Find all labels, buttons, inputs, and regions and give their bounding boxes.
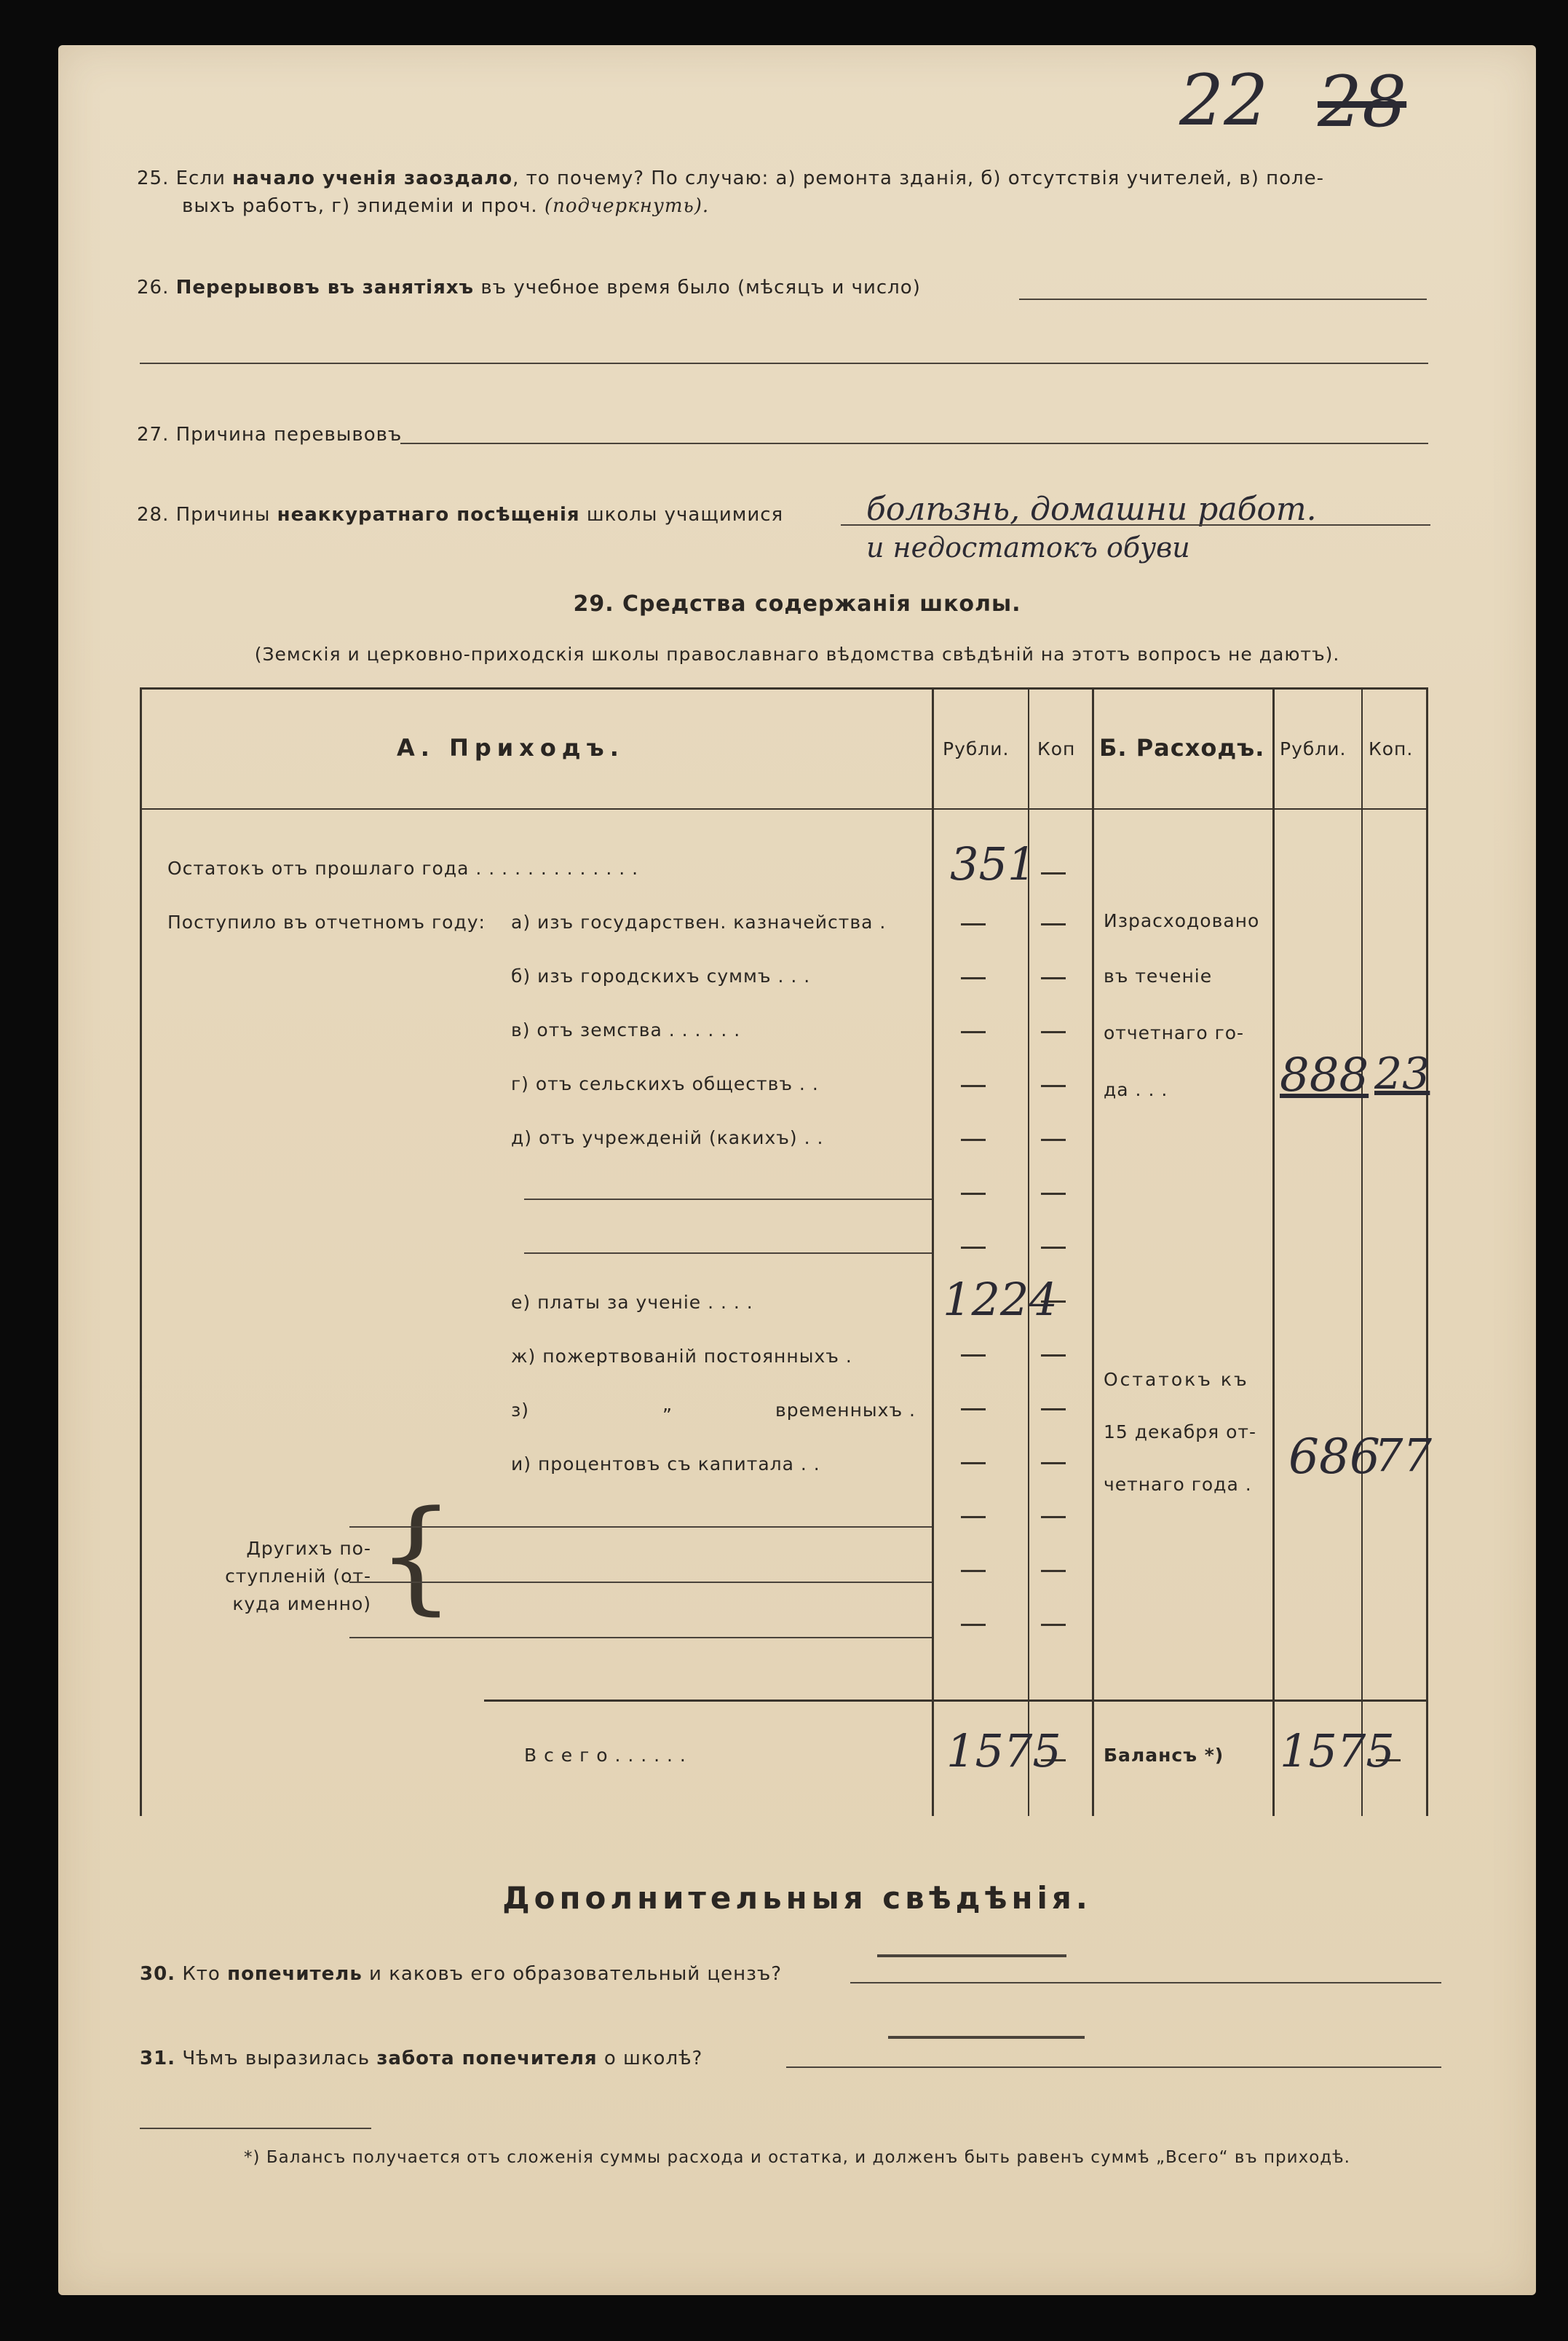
header-kop: Коп xyxy=(1037,738,1076,759)
other-line-1 xyxy=(349,1526,932,1528)
expense-rest-kop: 77 xyxy=(1374,1429,1432,1482)
row-z-prefix: з) xyxy=(511,1400,530,1421)
col-expense-border xyxy=(1092,687,1094,1816)
extra-title: Дополнительныя свѣдѣнія. xyxy=(502,1880,1092,1916)
expense-rest-3: четнаго года . xyxy=(1104,1474,1252,1495)
income-e-rub: 1224 xyxy=(943,1273,1058,1326)
expense-rest-2: 15 декабря от- xyxy=(1104,1421,1256,1442)
row-b: б) изъ городскихъ суммъ . . . xyxy=(511,966,811,987)
col-rub-border xyxy=(932,687,934,1816)
expense-rest-1: Остатокъ къ xyxy=(1104,1369,1249,1390)
question-31: 31. Чѣмъ выразилась забота попечителя о школѣ? xyxy=(140,2048,703,2069)
row-a: а) изъ государствен. казначейства . xyxy=(511,912,887,933)
row-d: д) отъ учрежденій (какихъ) . . xyxy=(511,1127,824,1148)
document-page xyxy=(58,45,1536,2295)
row-g: г) отъ сельскихъ обществъ . . xyxy=(511,1073,819,1094)
row-d-line1 xyxy=(524,1199,932,1200)
question-30: 30. Кто попечитель и каковъ его образовательный цензъ? xyxy=(140,1963,783,1985)
expense-rest-rub: 686 xyxy=(1288,1429,1380,1485)
expense-spent-3: отчетнаго го- xyxy=(1104,1022,1245,1043)
row-z: временныхъ . xyxy=(775,1400,916,1421)
footnote-rule xyxy=(140,2128,371,2129)
answer-28-handwriting-2: и недостатокъ обуви xyxy=(866,532,1190,564)
answer-28-handwriting-1: болѣзнь, домашни работ. xyxy=(866,491,1317,528)
question-27: 27. Причина перевывовъ xyxy=(137,424,403,446)
page-number: 22 xyxy=(1179,60,1269,141)
row-drugih2: ступленій (от- xyxy=(225,1566,371,1587)
answer-line-30-mark xyxy=(877,1954,1066,1957)
question-25-line2: выхъ работъ, г) эпидеміи и проч. (подчеркнуть). xyxy=(182,195,710,217)
answer-line-30 xyxy=(850,1982,1441,1983)
other-line-3 xyxy=(349,1637,932,1638)
answer-line-26a xyxy=(1019,299,1427,300)
row-i: и) процентовъ съ капитала . . xyxy=(511,1453,820,1475)
section-29-note: (Земскія и церковно-приходскія школы православнаго вѣдомства свѣдѣній на этотъ вопросъ не даютъ). xyxy=(254,644,1340,665)
row-e: е) платы за ученіе . . . . xyxy=(511,1292,753,1313)
expense-spent-4: да . . . xyxy=(1104,1079,1168,1100)
row-drugih3: куда именно) xyxy=(232,1593,371,1614)
row-drugih: Другихъ по- xyxy=(246,1538,371,1559)
other-line-2 xyxy=(349,1582,932,1583)
income-ostatok-rub: 351 xyxy=(950,837,1037,891)
table-total-border xyxy=(484,1700,1428,1702)
table-header-border xyxy=(140,808,1428,810)
section-29-title: 29. Средства содержанія школы. xyxy=(573,591,1021,617)
header-income: А. Приходъ. xyxy=(397,734,625,762)
col-left-border xyxy=(140,687,142,1816)
question-28: 28. Причины неаккуратнаго посѣщенія школы учащимися xyxy=(137,504,784,526)
answer-line-28 xyxy=(841,524,1430,526)
row-z-quote: „ xyxy=(662,1394,673,1415)
header-expense: Б. Расходъ. xyxy=(1099,734,1265,762)
header-kop2: Коп. xyxy=(1369,738,1414,759)
row-vsego: В с е г о . . . . . . xyxy=(524,1745,686,1766)
answer-line-31 xyxy=(786,2066,1441,2068)
expense-balance: Балансъ *) xyxy=(1104,1745,1224,1766)
row-zh: ж) пожертвованій постоянныхъ . xyxy=(511,1346,852,1367)
footnote: *) Балансъ получается отъ сложенія суммы расхода и остатка, и долженъ быть равенъ суммѣ „Всего“ въ приходѣ. xyxy=(244,2148,1350,2167)
expense-balance-rub: 1575 xyxy=(1280,1724,1395,1777)
question-26: 26. Перерывовъ въ занятіяхъ въ учебное время было (мѣсяцъ и число) xyxy=(137,277,921,299)
col-rub2-border xyxy=(1272,687,1275,1816)
header-rub2: Рубли. xyxy=(1280,738,1347,759)
expense-spent-rub: 888 xyxy=(1280,1049,1369,1102)
answer-line-31-mark xyxy=(888,2036,1085,2039)
table-top-border xyxy=(140,687,1428,690)
answer-line-26b xyxy=(140,363,1428,364)
row-d-line2 xyxy=(524,1252,932,1254)
answer-line-27 xyxy=(400,443,1428,444)
income-vsego-rub: 1575 xyxy=(946,1724,1061,1777)
row-postupilo: Поступило въ отчетномъ году: xyxy=(167,912,486,933)
brace-icon: { xyxy=(377,1484,455,1627)
row-v: в) отъ земства . . . . . . xyxy=(511,1019,741,1041)
page-number-crossed: 28 xyxy=(1318,61,1407,143)
col-kop2-border xyxy=(1361,687,1363,1816)
question-25: 25. Если начало ученія заоздало, то почему? По случаю: а) ремонта зданія, б) отсутствія учителей, в) поле- xyxy=(137,167,1325,189)
expense-spent-2: въ теченіе xyxy=(1104,966,1213,987)
expense-spent-1: Израсходовано xyxy=(1104,910,1260,931)
expense-spent-kop: 23 xyxy=(1374,1049,1430,1100)
col-right-border xyxy=(1426,687,1428,1816)
row-ostatok: Остатокъ отъ прошлаго года . . . . . . . . . . . . . xyxy=(167,858,639,879)
header-rub: Рубли. xyxy=(943,738,1010,759)
